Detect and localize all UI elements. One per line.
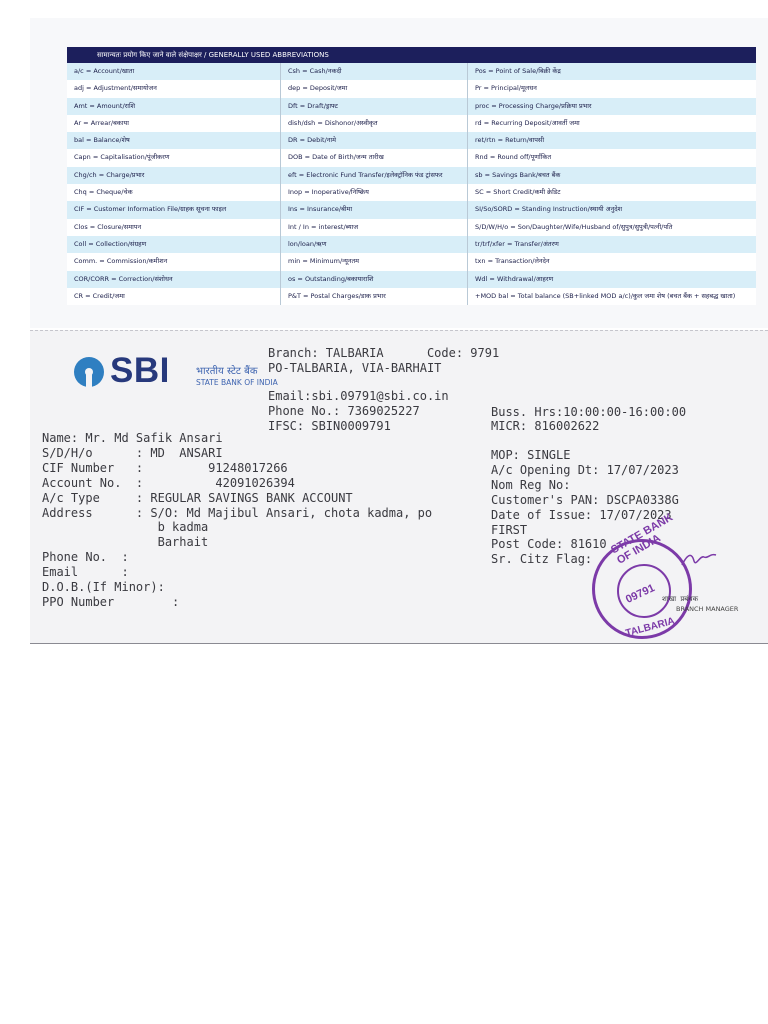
customer-field: Email : — [42, 565, 129, 580]
abbreviation-cell: Ar = Arrear/बकाया — [67, 115, 281, 132]
abbreviation-cell: proc = Processing Charge/प्रक्रिया प्रभार — [475, 101, 592, 110]
abbreviation-cell: bal = Balance/शेष — [67, 132, 281, 149]
customer-field: CIF Number : 91248017266 — [42, 460, 288, 475]
abbreviation-cell: Wdl = Withdrawal/आहरण — [475, 274, 554, 283]
abbreviation-cell: Clos = Closure/समापन — [67, 219, 281, 236]
customer-field: Customer's PAN: DSCPA0338G — [491, 492, 679, 507]
abbreviation-cell: Csh = Cash/नकदी — [281, 63, 468, 80]
branch-ifsc: IFSC: SBIN0009791 — [268, 419, 391, 433]
abbreviation-row — [67, 80, 756, 97]
abbreviation-cell: COR/CORR = Correction/संशोधन — [67, 271, 281, 288]
customer-field: MOP: SINGLE — [491, 448, 571, 462]
abbreviation-cell: S/D/W/H/o = Son/Daughter/Wife/Husband of/सुपुत्र/सुपुत्री/पत्नी/पति — [475, 222, 673, 231]
abbreviation-cell: adj = Adjustment/समायोजन — [67, 80, 281, 97]
abbreviations-table — [67, 47, 756, 305]
abbreviation-cell: Coll = Collection/संग्रहण — [67, 236, 281, 253]
abbreviation-cell: +MOD bal = Total balance (SB+linked MOD a/c)/कुल जमा शेष (बचत बैंक + सहबद्ध खाता) — [475, 291, 736, 300]
manager-signature — [680, 549, 720, 569]
abbreviation-cell: Pos = Point of Sale/बिक्री केंद्र — [475, 67, 561, 75]
abbreviations-page — [30, 18, 768, 328]
abbreviation-cell: Inop = Inoperative/निष्क्रिय — [281, 184, 468, 201]
customer-field: Post Code: 81610 — [491, 537, 607, 552]
abbreviation-cell: rd = Recurring Deposit/आवर्ती जमा — [475, 118, 580, 127]
customer-field: D.O.B.(If Minor): — [42, 580, 165, 594]
abbreviation-row — [67, 63, 756, 80]
abbreviation-cell: eft = Electronic Fund Transfer/इलेक्ट्रॉनिक फंड ट्रांसफर — [281, 167, 468, 184]
abbreviation-cell: DR = Debit/नामे — [281, 132, 468, 149]
abbreviation-cell: SI/So/SORD = Standing Instruction/स्थायी अनुदेश — [475, 205, 623, 214]
seal-code: 09791 — [623, 582, 657, 606]
abbreviation-cell: Pr = Principal/मूलधन — [475, 84, 537, 93]
micr-code: MICR: 816002622 — [491, 419, 600, 433]
customer-field: Account No. : 42091026394 — [42, 475, 295, 490]
customer-field: Address : S/O: Md Majibul Ansari, chota kadma, po — [42, 505, 433, 520]
signatory-hindi: शाखा प्रबंधक — [662, 595, 698, 603]
abbreviation-row — [67, 236, 756, 253]
seal-top-text: STATE BANK OF INDIA — [609, 511, 675, 567]
abbreviation-cell: Rnd = Round off/पूर्णांकित — [475, 153, 552, 162]
branch-line: Branch: TALBARIA Code: 9791 — [268, 346, 500, 360]
branch-email: Email:sbi.09791@sbi.co.in — [268, 389, 449, 403]
abbreviation-row — [67, 184, 756, 201]
abbreviation-cell: Chq = Cheque/चेक — [67, 184, 281, 201]
bank-name-english: STATE BANK OF INDIA — [196, 378, 278, 387]
abbreviation-cell: Dft = Draft/ड्राफ्ट — [281, 98, 468, 115]
business-hours: Buss. Hrs:10:00:00-16:00:00 — [491, 405, 687, 419]
abbreviation-row — [67, 219, 756, 236]
abbreviation-cell: dish/dsh = Dishonor/अस्वीकृत — [281, 115, 468, 132]
abbreviation-cell: ret/rtn = Return/वापसी — [475, 136, 545, 145]
abbreviation-cell: Capn = Capitalisation/पूंजीकरण — [67, 149, 281, 166]
abbreviations-rows — [67, 63, 756, 305]
abbreviation-cell: min = Minimum/न्यूनतम — [281, 253, 468, 270]
abbreviations-header: सामान्यतः प्रयोग किए जाने वाले संक्षेपाक्षर / GENERALLY USED ABBREVIATIONS — [67, 47, 756, 63]
customer-field: Sr. Citz Flag: — [491, 552, 593, 567]
passbook-front-page — [30, 330, 768, 644]
customer-field: Phone No. : — [42, 550, 129, 565]
customer-field: b kadma — [42, 520, 209, 535]
abbreviation-row — [67, 288, 756, 305]
customer-field: PPO Number : — [42, 594, 180, 609]
branch-address: PO-TALBARIA, VIA-BARHAIT — [268, 361, 442, 375]
abbreviation-cell: sb = Savings Bank/बचत बैंक — [475, 170, 561, 179]
customer-field: Date of Issue: 17/07/2023 — [491, 507, 672, 522]
abbreviation-row — [67, 149, 756, 166]
customer-field: Barhait — [42, 535, 209, 550]
customer-field: Nom Reg No: — [491, 477, 571, 492]
abbreviation-row — [67, 167, 756, 184]
abbreviation-cell: CIF = Customer Information File/ग्राहक सूचना फाइल — [67, 201, 281, 218]
branch-seal — [592, 511, 692, 640]
abbreviation-cell: txn = Transaction/लेनदेन — [475, 257, 550, 266]
abbreviation-cell: a/c = Account/खाता — [67, 63, 281, 80]
abbreviation-row — [67, 98, 756, 115]
signatory-title: BRANCH MANAGER — [676, 605, 739, 613]
abbreviation-cell: CR = Credit/जमा — [67, 288, 281, 305]
abbreviation-row — [67, 271, 756, 288]
abbreviation-cell: Int / In = interest/ब्याज — [281, 219, 468, 236]
customer-field: A/c Opening Dt: 17/07/2023 — [491, 462, 679, 477]
abbreviation-cell: dep = Deposit/जमा — [281, 80, 468, 97]
abbreviation-row — [67, 253, 756, 270]
abbreviation-cell: os = Outstanding/बकायाराशि — [281, 271, 468, 288]
customer-field: S/D/H/o : MD ANSARI — [42, 445, 223, 460]
sbi-logo-keyhole — [85, 368, 93, 376]
abbreviation-cell: P&T = Postal Charges/डाक प्रभार — [281, 288, 468, 305]
bank-name-hindi: भारतीय स्टेट बैंक — [196, 366, 258, 377]
abbreviation-cell: SC = Short Credit/कमी क्रेडिट — [475, 188, 561, 197]
customer-field: FIRST — [491, 522, 528, 537]
customer-field: A/c Type : REGULAR SAVINGS BANK ACCOUNT — [42, 490, 353, 505]
abbreviation-cell: tr/trf/xfer = Transfer/अंतरण — [475, 239, 559, 248]
abbreviation-cell: Chg/ch = Charge/प्रभार — [67, 167, 281, 184]
seal-bottom-text: TALBARIA — [624, 615, 676, 640]
abbreviation-cell: Ins = Insurance/बीमा — [281, 201, 468, 218]
abbreviation-row — [67, 115, 756, 132]
abbreviation-row — [67, 132, 756, 149]
abbreviation-cell: Amt = Amount/राशि — [67, 98, 281, 115]
abbreviation-cell: lon/loan/ऋण — [281, 236, 468, 253]
branch-phone: Phone No.: 7369025227 — [268, 404, 420, 418]
customer-field: Name: Mr. Md Safik Ansari — [42, 431, 223, 445]
abbreviation-row — [67, 201, 756, 218]
bank-brand-name: SBI — [110, 351, 170, 390]
abbreviation-cell: DOB = Date of Birth/जन्म तारीख — [281, 149, 468, 166]
abbreviation-cell: Comm. = Commission/कमीशन — [67, 253, 281, 270]
